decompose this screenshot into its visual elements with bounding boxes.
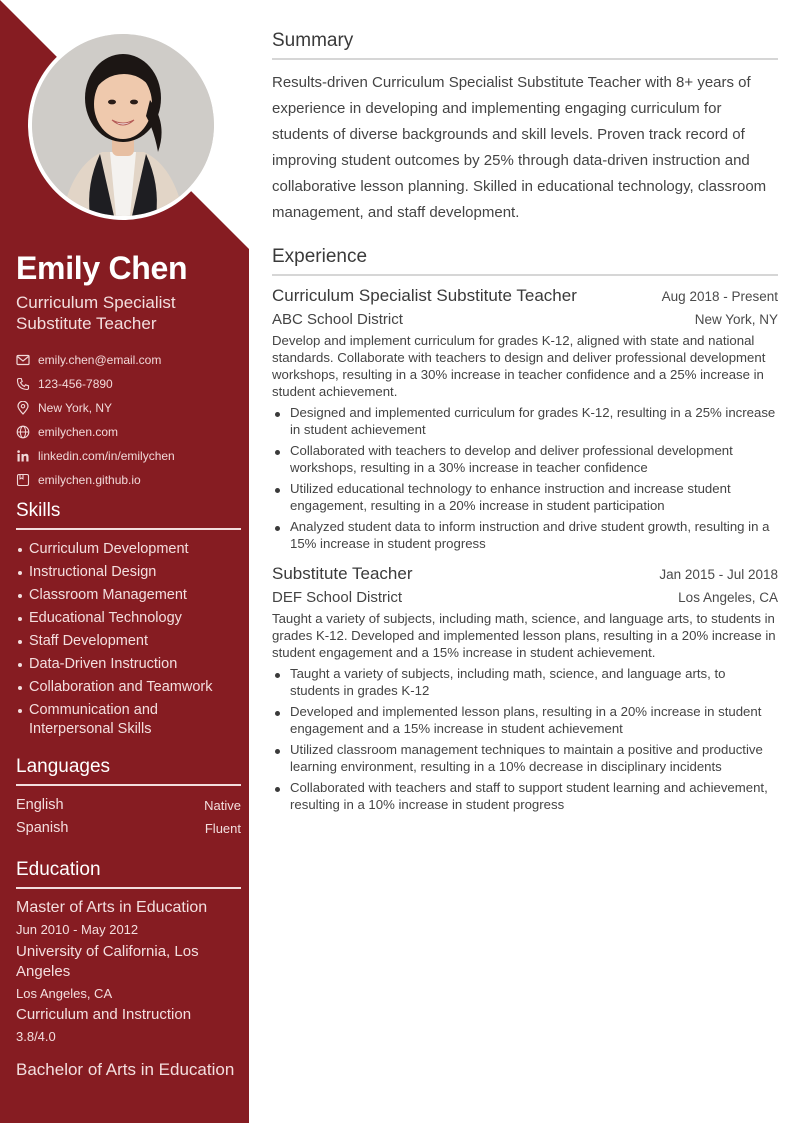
education-heading: Education bbox=[16, 859, 241, 889]
education-location: Los Angeles, CA bbox=[16, 986, 113, 1001]
job-bullet: Analyzed student data to inform instruction and drive student growth, resulting in a 15% increase in student progress bbox=[272, 518, 778, 552]
contact-location bbox=[16, 396, 241, 420]
language-level: Fluent bbox=[204, 821, 241, 836]
education-entry bbox=[16, 897, 241, 1047]
job-entry bbox=[272, 564, 778, 813]
job-bullet: Developed and implemented lesson plans, resulting in a 20% increase in student engagement and a 15% increase in student achievement bbox=[272, 703, 778, 737]
linkedin-icon bbox=[16, 449, 30, 463]
skill-item: Educational Technology bbox=[16, 607, 241, 630]
github-icon bbox=[16, 473, 30, 487]
job-entry bbox=[272, 286, 778, 552]
education-degree: Bachelor of Arts in Education bbox=[16, 1060, 235, 1079]
language-row bbox=[16, 794, 241, 817]
contact-email[interactable] bbox=[16, 348, 241, 372]
profile-photo-illustration bbox=[32, 34, 214, 216]
contact-list bbox=[16, 348, 241, 492]
skills-heading: Skills bbox=[16, 500, 241, 530]
contact-github[interactable] bbox=[16, 468, 241, 492]
contact-linkedin-text: linkedin.com/in/emilychen bbox=[38, 449, 175, 463]
contact-linkedin[interactable] bbox=[16, 444, 241, 468]
education-dates: Jun 2010 - May 2012 bbox=[16, 922, 139, 937]
job-bullet: Collaborated with teachers and staff to support student learning and achievement, resulting in a 10% increase in student progress bbox=[272, 779, 778, 813]
skill-item: Communication and Interpersonal Skills bbox=[16, 699, 241, 739]
job-description: Taught a variety of subjects, including math, science, and language arts, to students in grades K-12. Developed and implemented lesson plans, resulting in a 20% increase in student engagement and a 15% increase in student achievement. bbox=[272, 611, 776, 660]
summary-heading: Summary bbox=[272, 30, 778, 60]
contact-website-text: emilychen.com bbox=[38, 425, 119, 439]
job-bullets bbox=[272, 404, 778, 552]
skill-item: Curriculum Development bbox=[16, 538, 241, 561]
education-school: University of California, Los Angeles bbox=[16, 943, 199, 980]
skills-list bbox=[16, 538, 241, 739]
summary-text: Results-driven Curriculum Specialist Substitute Teacher with 8+ years of experience in developing and implementing engaging curriculum for students of diverse backgrounds and skill levels. Proven track record of improving student outcomes by 25% through data-driven instruction and collaborative lesson planning. Skilled in educational technology, classroom management, and staff development. bbox=[272, 74, 767, 221]
education-gpa: 3.8/4.0 bbox=[16, 1029, 56, 1044]
skills-section bbox=[16, 500, 241, 739]
candidate-title: Curriculum Specialist Substitute Teacher bbox=[16, 293, 176, 333]
location-icon bbox=[16, 401, 30, 415]
language-name: Spanish bbox=[16, 820, 69, 836]
job-location: New York, NY bbox=[694, 312, 778, 327]
job-title: Substitute Teacher bbox=[272, 564, 413, 583]
contact-website[interactable] bbox=[16, 420, 241, 444]
contact-phone-text: 123-456-7890 bbox=[38, 377, 113, 391]
experience-heading: Experience bbox=[272, 246, 778, 276]
skill-item: Instructional Design bbox=[16, 561, 241, 584]
job-location: Los Angeles, CA bbox=[678, 590, 778, 605]
profile-photo-frame bbox=[28, 30, 218, 220]
job-description: Develop and implement curriculum for grades K-12, aligned with state and national standards. Collaborate with teachers to design and deliver professional development workshops, resulting in a 30% increase in teacher confidence and a 25% increase in student achievement. bbox=[272, 333, 766, 399]
profile-photo bbox=[32, 34, 214, 216]
job-bullet: Taught a variety of subjects, including math, science, and language arts, to students in grades K-12 bbox=[272, 665, 778, 699]
job-title: Curriculum Specialist Substitute Teacher bbox=[272, 286, 577, 305]
job-company: ABC School District bbox=[272, 311, 403, 328]
globe-icon bbox=[16, 425, 30, 439]
email-icon bbox=[16, 353, 30, 367]
contact-location-text: New York, NY bbox=[38, 401, 113, 415]
phone-icon bbox=[16, 377, 30, 391]
job-bullet: Utilized educational technology to enhance instruction and increase student engagement, resulting in a 20% increase in student participation bbox=[272, 480, 778, 514]
job-bullet: Designed and implemented curriculum for grades K-12, resulting in a 25% increase in student achievement bbox=[272, 404, 778, 438]
education-field: Curriculum and Instruction bbox=[16, 1006, 192, 1023]
languages-heading: Languages bbox=[16, 756, 241, 786]
education-entry bbox=[16, 1059, 241, 1081]
main-content bbox=[272, 30, 778, 825]
contact-email-text: emily.chen@email.com bbox=[38, 353, 162, 367]
education-degree: Master of Arts in Education bbox=[16, 899, 208, 916]
job-bullet: Utilized classroom management techniques to maintain a positive and productive learning environment, resulting in a 10% decrease in disciplinary incidents bbox=[272, 741, 778, 775]
skill-item: Collaboration and Teamwork bbox=[16, 676, 241, 699]
languages-section bbox=[16, 756, 241, 840]
job-bullet: Collaborated with teachers to develop and deliver professional development workshops, resulting in a 30% increase in teacher confidence bbox=[272, 442, 778, 476]
language-name: English bbox=[16, 797, 64, 813]
skill-item: Data-Driven Instruction bbox=[16, 653, 241, 676]
skill-item: Staff Development bbox=[16, 630, 241, 653]
candidate-name: Emily Chen bbox=[16, 250, 188, 286]
skill-item: Classroom Management bbox=[16, 584, 241, 607]
job-company: DEF School District bbox=[272, 589, 403, 606]
experience-section bbox=[272, 246, 778, 813]
contact-phone[interactable] bbox=[16, 372, 241, 396]
job-dates: Jan 2015 - Jul 2018 bbox=[659, 567, 778, 582]
language-level: Native bbox=[204, 798, 241, 813]
job-dates: Aug 2018 - Present bbox=[661, 289, 778, 304]
job-bullets bbox=[272, 665, 778, 813]
summary-section bbox=[272, 30, 778, 226]
education-section bbox=[16, 859, 241, 1081]
language-row bbox=[16, 817, 241, 840]
contact-github-text: emilychen.github.io bbox=[38, 473, 141, 487]
sidebar bbox=[0, 0, 249, 1123]
